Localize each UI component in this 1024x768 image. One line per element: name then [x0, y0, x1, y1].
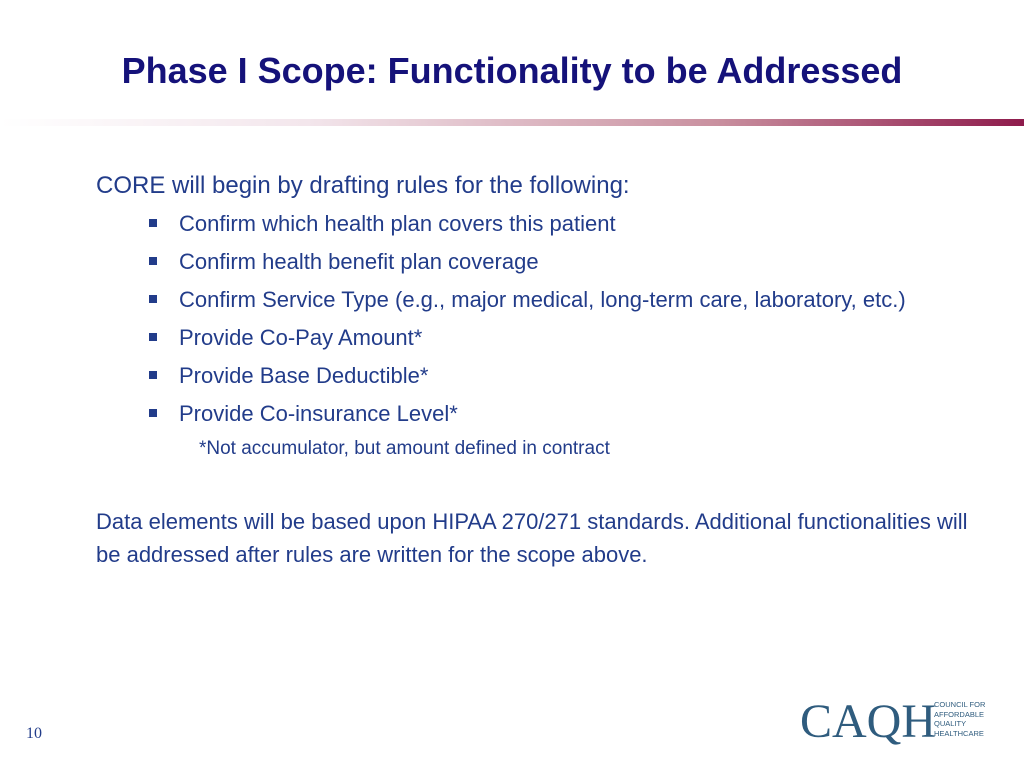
list-item: [149, 397, 976, 431]
list-item-text: Provide Co-insurance Level*: [179, 401, 458, 426]
body-paragraph: Data elements will be based upon HIPAA 270/271 standards. Additional functionalities will be addressed after rules are written for the scope above.: [96, 509, 968, 567]
page-number: 10: [26, 725, 42, 742]
intro-text: CORE will begin by drafting rules for the following:: [96, 172, 630, 199]
logo-tagline-line: AFFORDABLE: [934, 709, 985, 719]
square-bullet-icon: [149, 295, 157, 303]
list-item: [149, 283, 976, 317]
title-divider: [0, 119, 1024, 126]
slide-title: Phase I Scope: Functionality to be Addressed: [121, 50, 903, 91]
caqh-logo: [800, 696, 1000, 748]
logo-tagline-line: COUNCIL FOR: [934, 700, 986, 709]
list-item-text: Confirm which health plan covers this patient: [179, 211, 616, 236]
list-item: [149, 207, 976, 241]
square-bullet-icon: [149, 409, 157, 417]
square-bullet-icon: [149, 219, 157, 227]
list-item-text: Provide Base Deductible*: [179, 363, 429, 388]
list-item-text: Confirm health benefit plan coverage: [179, 249, 539, 274]
list-item-text: Confirm Service Type (e.g., major medical, long-term care, laboratory, etc.): [179, 287, 906, 312]
slide-body: [96, 168, 976, 571]
square-bullet-icon: [149, 371, 157, 379]
logo-tagline-line: QUALITY: [934, 719, 967, 728]
square-bullet-icon: [149, 257, 157, 265]
logo-tagline-line: HEALTHCARE: [934, 728, 984, 738]
list-item: [149, 321, 976, 355]
logo-tagline: [934, 700, 1004, 738]
bullet-list: [96, 207, 976, 431]
list-item: [149, 359, 976, 393]
footnote: *Not accumulator, but amount defined in contract: [199, 438, 610, 459]
list-item-text: Provide Co-Pay Amount*: [179, 325, 423, 350]
square-bullet-icon: [149, 333, 157, 341]
list-item: [149, 245, 976, 279]
logo-wordmark: CAQH: [800, 695, 937, 748]
